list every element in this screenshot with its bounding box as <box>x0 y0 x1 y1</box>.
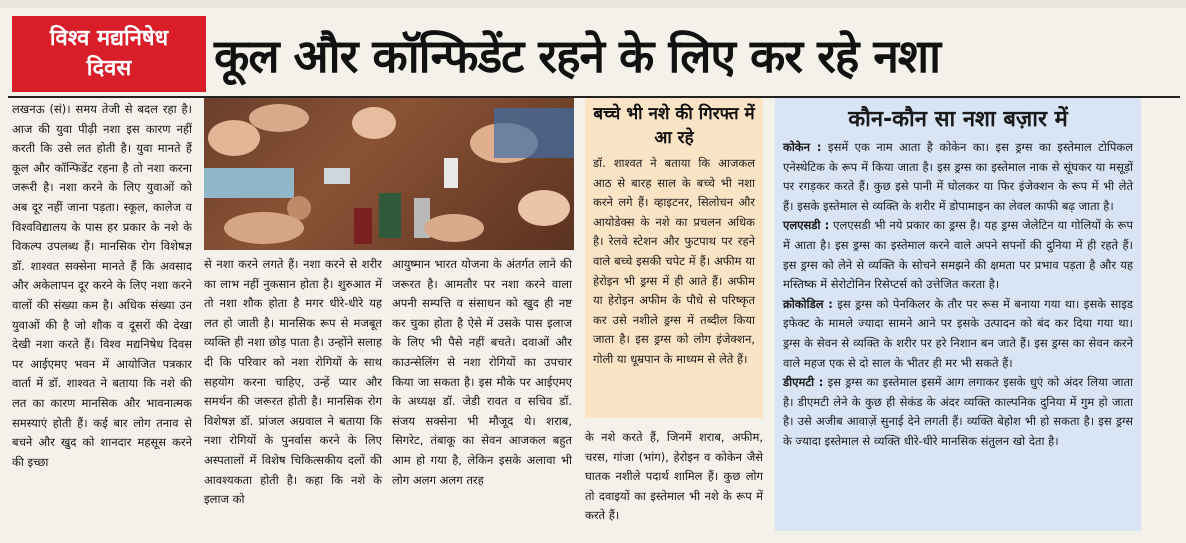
drug-text: एलएसडी भी नये प्रकार का ड्रग्स है। यह ड्रग्स जेलेटिन या गोलियों के रूप में आता है। इस ड्रग्स का इस्तेमाल करने वाले अपने सपनों की दुनिया में ही रहते हैं। इस ड्रग्स को लेने से व्यक्ति के सोचने समझने की क्षमता पर प्रभाव पड़ता है और यह मस्तिष्क में सेरोटोनिन रिसेप्टर्स को उत्तेजित करता है। <box>783 218 1133 292</box>
drug-term: डीएमटी : <box>783 375 824 390</box>
drug-item-dmt <box>783 373 1133 451</box>
section-tag <box>12 16 206 92</box>
article-column-2: से नशा करने लगते हैं। नशा करने से शरीर का लाभ नहीं नुकसान होता है। शुरुआत में तो नशा शौक होता है मगर धीरे-धीरे यह लत हो जाती है। मानसिक रूप से मजबूत व्यक्ति ही नशा छोड़ पाता है। उन्होंने सलाह दी कि परिवार को नशा रोगियों के साथ सहयोग करना चाहिए, उन्हें प्यार और समर्थन की जरूरत होती है। मानसिक रोग विशेषज्ञ डॉ. प्रांजल अग्रवाल ने बताया कि नशा रोगियों के पुनर्वास करने के लिए अस्पतालों में विशेष चिकित्सकीय दलों की आवश्यकता होती है। कहा कि नशे के इलाज को <box>204 257 382 507</box>
children-addiction-box <box>585 98 763 418</box>
panel-title: कौन-कौन सा नशा बज़ार में <box>848 107 1068 132</box>
drugs-info-panel <box>775 98 1141 531</box>
drug-text: इस ड्रग्स को पेनकिलर के तौर पर रूस में बनाया गया था। इसके साइड इफेक्ट के मामले ज्यादा सामने आने पर इसके उत्पादन को बंद कर दिया गया था। ड्रग्स के सेवन से व्यक्ति के शरीर पर हरे निशान बन जाते हैं। इस ड्रग्स का सेवन करने वाले महज एक से दो साल के भीतर ही मर भी सकते हैं। <box>783 296 1133 370</box>
drug-text: इसमें एक नाम आता है कोकेन का। इस ड्रग्स का इस्तेमाल टोपिकल एनेस्थेटिक के रूप में किया जाता है। इस ड्रग्स का इस्तेमाल नाक से सूंघकर या मसूड़ों पर रगड़कर करते हैं। कुछ इसे पानी में घोलकर या फिर इंजेक्शन के रूप में भी लेते हैं। इसके इस्तेमाल से व्यक्ति के शरीर में डोपामाइन का लेवल काफी बढ़ जाता है। <box>783 140 1133 213</box>
top-strip <box>0 0 1186 8</box>
drug-term: क्रोकोडिल : <box>783 296 833 311</box>
article-column-1: लखनऊ (सं)। समय तेजी से बदल रहा है। आज की युवा पीढ़ी नशा इस कारण नहीं करती कि उसे लत होती है। युवा मानते हैं कूल और कॉन्फिडेंट रहना है तो नशा करना जरूरी है। नशा करने के लिए युवाओं को अब दूर नहीं जाना पड़ता। स्कूल, कालेज व विश्वविद्यालय के पास हर प्रकार के नशे के विकल्प उपलब्ध हैं। मानसिक रोग विशेषज्ञ डॉ. शाश्वत सक्सेना मानते हैं कि अवसाद और अकेलापन दूर करने के लिए नशा करने वालों की संख्या कम है। अधिक संख्या उन युवाओं की है जो शौक व दूसरों की देखा देखी नशा करते हैं। विश्व मद्यनिषेध दिवस पर आईएमए भवन में आयोजित पत्रकार वार्ता में डॉ. शाश्वत ने बताया कि नशे की लत का कारण मानसिक और भावनात्मक समस्याएं होती हैं। कई बार लोग तनाव से बचने और खुद को शानदार महसूस करने की इच्छा <box>12 102 192 469</box>
section-tag-line2: दिवस <box>86 56 132 81</box>
drug-item-lsd <box>783 216 1133 294</box>
drug-term: कोकेन : <box>783 140 822 154</box>
drug-text: इस ड्रग्स का इस्तेमाल इसमें आग लगाकर इसके धुएं को अंदर लिया जाता है। डीएमटी लेने के कुछ ही सेकंड के अंदर व्यक्ति काल्पनिक दुनिया में गुम हो जाता है। उसे अजीब आवाज़ें सुनाई देने लगती हैं। व्यक्ति बेहोश भी हो सकता है। इस ड्रग्स के ज्यादा इस्तेमाल से व्यक्ति धीरे-धीरे मानसिक संतुलन खो देता है। <box>783 375 1133 448</box>
section-tag-line1: विश्व मद्यनिषेध <box>49 26 169 51</box>
headline: कूल और कॉन्फिडेंट रहने के लिए कर रहे नशा <box>214 29 941 83</box>
drug-item-cocaine <box>783 138 1133 216</box>
drug-term: एलएसडी : <box>783 218 830 233</box>
article-column-3: आयुष्मान भारत योजना के अंतर्गत लाने की जरूरत है। आमतौर पर नशा करने वाला अपनी सम्पत्ति व संसाधन को खुद ही नष्ट कर चुका होता है ऐसे में उसके पास इलाज के लिए भी पैसे नहीं बचते। दवाओं और काउन्सेलिंग से नशा रोगियों का उपचार किया जा सकता है। इस मौके पर आईएमए के अध्यक्ष डॉ. जेडी रावत व सचिव डॉ. संजय सक्सेना भी मौजूद थे। शराब, सिगरेट, तंबाकू का सेवन आजकल बहुत आम हो गया है, लेकिन इसके अलावा भी लोग अलग अलग तरह <box>392 257 572 487</box>
box-title: बच्चे भी नशे की गिरफ्त में आ रहे <box>593 104 755 148</box>
drug-item-krokodil <box>783 295 1133 373</box>
news-photo <box>204 98 574 250</box>
panel-body <box>775 138 1141 452</box>
article-column-4: के नशे करते हैं, जिनमें शराब, अफीम, चरस, गांजा (भांग), हेरोइन व कोकेन जैसे घातक नशीले पदार्थ शामिल हैं। कुछ लोग तो दवाइयों का इस्तेमाल भी नशे के रूप में करते हैं। <box>585 430 763 523</box>
box-body: डॉ. शाश्वत ने बताया कि आजकल आठ से बारह साल के बच्चे भी नशा करने लगे हैं। व्हाइटनर, सिलोचन और आयोडेक्स के नशे का प्रचलन अधिक है। रेलवे स्टेशन और फुटपाथ पर रहने वाले बच्चे इसकी चपेट में हैं। अफीम या हेरोइन भी ड्रग्स में ही आते हैं। अफीम या हेरोइन अफीम के पौधे से परिष्कृत कर उसे नशीले ड्रग्स में तब्दील किया जाता है। इस ड्रग्स को लोग इंजेक्शन, गोली या धूम्रपान के माध्यम से लेते हैं। <box>593 156 755 366</box>
